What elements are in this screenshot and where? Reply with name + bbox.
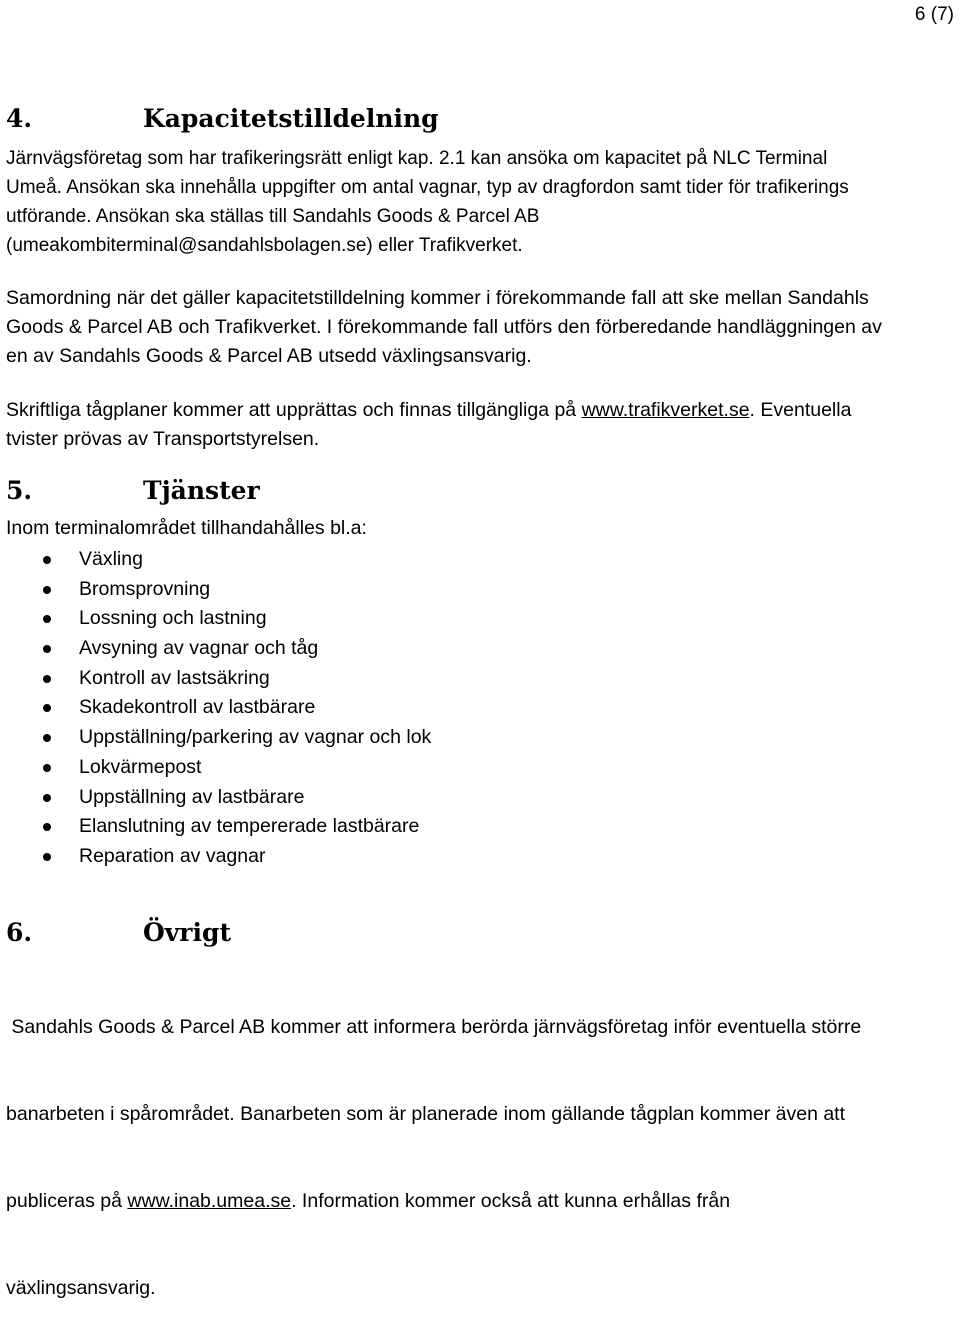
bullet-icon	[43, 764, 51, 772]
text-line: Samordning när det gäller kapacitetstilldelning kommer i förekommande fall att ske mellan Sandahls	[6, 287, 869, 309]
bullet-icon	[43, 823, 51, 831]
text-segment: publiceras på	[6, 1190, 128, 1212]
section-4-title: Kapacitetstilldelning	[143, 104, 439, 133]
text-line: Sandahls Goods & Parcel AB kommer att informera berörda järnvägsföretag inför eventuella större	[6, 1016, 862, 1038]
bullet-icon	[43, 586, 51, 594]
section-4-paragraph-2	[6, 284, 960, 371]
bullet-icon	[43, 734, 51, 742]
section-5-title: Tjänster	[143, 476, 260, 505]
section-6-title: Övrigt	[143, 918, 232, 947]
text-line	[6, 396, 960, 425]
text-line: (umeakombiterminal@sandahlsbolagen.se) eller Trafikverket.	[6, 235, 523, 256]
text-line: banarbeten i spårområdet. Banarbeten som är planerade inom gällande tågplan kommer även att	[6, 1103, 846, 1125]
list-item-label: Reparation av vagnar	[79, 844, 266, 867]
section-5-intro: Inom terminalområdet tillhandahålles bl.a:	[6, 517, 367, 539]
section-4-paragraph-3	[6, 396, 960, 454]
inab-link[interactable]: www.inab.umea.se	[127, 1190, 292, 1212]
trafikverket-link[interactable]: www.trafikverket.se	[581, 399, 750, 421]
section-6-heading	[6, 918, 231, 947]
text-line	[6, 1187, 960, 1216]
text-segment: Skriftliga tågplaner kommer att upprättas och finnas tillgängliga på	[6, 399, 582, 421]
bullet-icon	[43, 853, 51, 861]
section-4-paragraph-1	[6, 144, 960, 260]
section-6-number: 6.	[6, 918, 33, 947]
list-item-label: Uppställning av lastbärare	[79, 785, 305, 808]
list-item-label: Bromsprovning	[79, 577, 211, 600]
list-item-label: Växling	[79, 548, 143, 570]
text-line: en av Sandahls Goods & Parcel AB utsedd växlingsansvarig.	[6, 345, 532, 367]
bullet-icon	[43, 794, 51, 802]
bullet-icon	[43, 615, 51, 623]
text-line: Järnvägsföretag som har trafikeringsrätt enligt kap. 2.1 kan ansöka om kapacitet på NLC Terminal	[6, 148, 828, 169]
text-line: tvister prövas av Transportstyrelsen.	[6, 428, 320, 450]
list-item-label: Avsyning av vagnar och tåg	[79, 637, 319, 660]
text-line: Umeå. Ansökan ska innehålla uppgifter om antal vagnar, typ av dragfordon samt tider för trafikerings	[6, 177, 849, 198]
page-number: 6 (7)	[914, 4, 954, 25]
list-item-label: Skadekontroll av lastbärare	[79, 696, 316, 719]
bullet-icon	[43, 645, 51, 653]
list-item-label: Kontroll av lastsäkring	[79, 666, 270, 689]
section-4-number: 4.	[6, 104, 33, 133]
section-6-paragraph	[6, 955, 960, 1332]
bullet-icon	[43, 556, 51, 564]
section-5-number: 5.	[6, 476, 33, 505]
list-item-label: Uppställning/parkering av vagnar och lok	[79, 726, 432, 749]
bullet-icon	[43, 675, 51, 683]
text-segment: . Information kommer också att kunna erhållas från	[291, 1190, 731, 1212]
bullet-icon	[43, 704, 51, 712]
list-item-label: Elanslutning av tempererade lastbärare	[79, 815, 420, 838]
list-item-label: Lokvärmepost	[79, 755, 202, 778]
section-4-heading	[6, 104, 439, 133]
text-line: växlingsansvarig.	[6, 1277, 156, 1299]
list-item-label: Lossning och lastning	[79, 607, 267, 630]
text-segment: . Eventuella	[749, 399, 852, 421]
section-5-heading	[6, 476, 260, 505]
text-line: utförande. Ansökan ska ställas till Sandahls Goods & Parcel AB	[6, 206, 540, 227]
text-line: Goods & Parcel AB och Trafikverket. I förekommande fall utförs den förberedande handläggningen av	[6, 316, 882, 338]
